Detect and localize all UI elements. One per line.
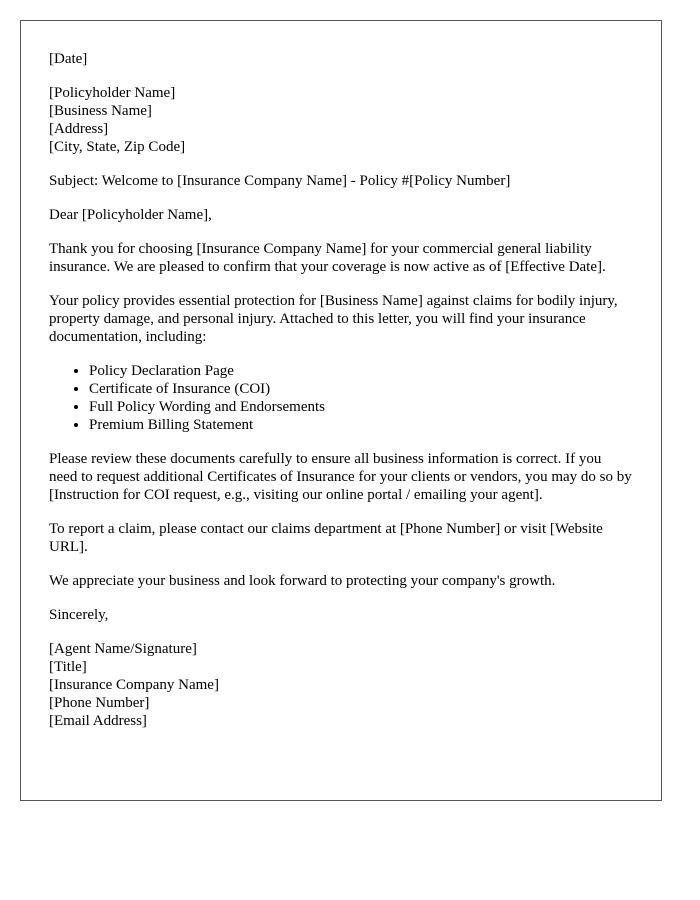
documents-list xyxy=(49,362,633,434)
contact-phone-number: [Phone Number] xyxy=(49,695,150,711)
letter-date: [Date] xyxy=(49,51,88,67)
list-item: • Policy Declaration Page xyxy=(89,362,633,380)
recipient-city-state-zip: [City, State, Zip Code] xyxy=(49,139,186,155)
paragraph-appreciation: We appreciate your business and look forward to protecting your company's growth. xyxy=(49,573,556,589)
recipient-address: [Address] xyxy=(49,121,109,137)
recipient-address-block xyxy=(49,84,633,156)
list-item: • Certificate of Insurance (COI) xyxy=(89,380,633,398)
agent-name-signature: [Agent Name/Signature] xyxy=(49,641,197,657)
insurance-company-name: [Insurance Company Name] xyxy=(49,677,219,693)
paragraph-review-documents: Please review these documents carefully to ensure all business information is correct. If you need to request additional Certificates of Insurance for your clients or vendors, you may do so by [Instruction for COI request, e.g., visiting our online portal / emailing your agent]. xyxy=(49,451,632,503)
paragraph-coverage-confirmation: Thank you for choosing [Insurance Company Name] for your commercial general liability insurance. We are pleased to confirm that your coverage is now active as of [Effective Date]. xyxy=(49,241,606,275)
letter-closing: Sincerely, xyxy=(49,607,109,623)
letter-salutation: Dear [Policyholder Name], xyxy=(49,207,212,223)
recipient-name: [Policyholder Name] xyxy=(49,85,176,101)
list-item: • Premium Billing Statement xyxy=(89,416,633,434)
paragraph-report-claim: To report a claim, please contact our claims department at [Phone Number] or visit [Website URL]. xyxy=(49,521,603,555)
letter-subject: Subject: Welcome to [Insurance Company Name] - Policy #[Policy Number] xyxy=(49,173,511,189)
agent-title: [Title] xyxy=(49,659,87,675)
recipient-business: [Business Name] xyxy=(49,103,152,119)
signature-block xyxy=(49,640,633,730)
list-item: • Full Policy Wording and Endorsements xyxy=(89,398,633,416)
paragraph-policy-protection: Your policy provides essential protection for [Business Name] against claims for bodily injury, property damage, and personal injury. Attached to this letter, you will find your insurance documentation, including: xyxy=(49,293,618,345)
contact-email-address: [Email Address] xyxy=(49,713,147,729)
letter-page xyxy=(20,20,662,801)
